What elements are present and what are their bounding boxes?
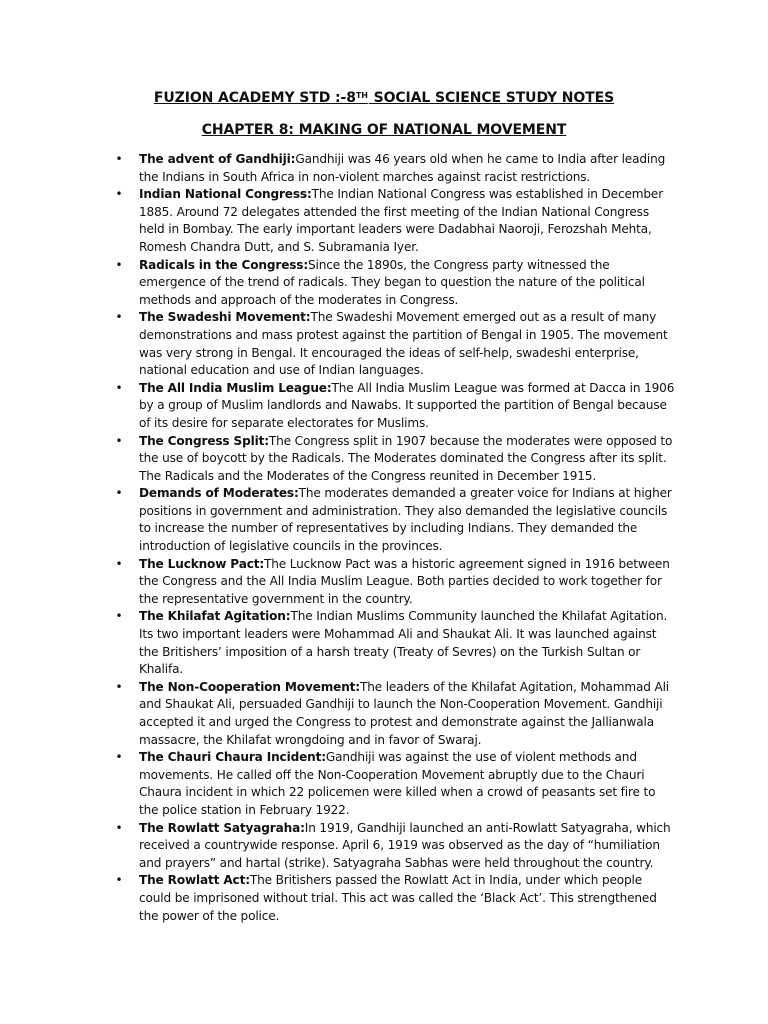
item-term: Indian National Congress:: [139, 187, 312, 202]
item-term: The advent of Gandhiji:: [139, 152, 296, 166]
item-text: The Congress split in 1907 because the moderates were opposed to the use of boycott by the Radicals. The Moderates dominated the Congress after its split. The Radicals and the Moderates of the Congress reunited in December 1915.: [139, 433, 673, 483]
list-item: [0, 257, 675, 310]
list-item: [0, 749, 675, 819]
list-item: [0, 151, 675, 186]
list-item: [0, 608, 675, 678]
item-text: The Lucknow Pact was a historic agreement signed in 1916 between the Congress and the All India Muslim League. Both parties decided to work together for the representative government in the country.: [139, 556, 670, 606]
list-item: [0, 433, 675, 486]
item-text: The All India Muslim League was formed at Dacca in 1906 by a group of Muslim landlords and Nawabs. It supported the partition of Bengal because of its desire for separate electorates for Muslims.: [139, 380, 675, 430]
item-text: The Britishers passed the Rowlatt Act in India, under which people could be imprisoned without trial. This act was called the ‘Black Act’. This strengthened the power of the police.: [139, 873, 657, 923]
item-term: The Swadeshi Movement:: [139, 310, 311, 325]
list-item: [0, 556, 675, 609]
item-text: The Indian Muslims Community launched the Khilafat Agitation. Its two important leaders were Mohammad Ali and Shaukat Ali. It was launched against the Britishers’ imposition of a harsh treaty (Treaty of Sevres) on the Turkish Sultan or Khalifa.: [139, 609, 668, 677]
document-title: [0, 89, 768, 107]
title-suffix: SOCIAL SCIENCE STUDY NOTES: [368, 90, 615, 106]
bullet-icon: •: [115, 310, 123, 325]
item-term: The Khilafat Agitation:: [139, 609, 291, 624]
bullet-icon: •: [115, 679, 123, 694]
bullet-icon: •: [115, 556, 123, 571]
title-superscript: TH: [355, 91, 368, 100]
list-item: [0, 820, 675, 873]
item-text: Since the 1890s, the Congress party witnessed the emergence of the trend of radicals. They began to question the nature of the political methods and approach of the moderates in Congress.: [139, 257, 645, 307]
item-term: The Lucknow Pact:: [139, 556, 265, 571]
item-term: The Rowlatt Satyagraha:: [139, 820, 305, 835]
item-text: The moderates demanded a greater voice for Indians at higher positions in government and administration. They also demanded the legislative councils to increase the number of representatives by including Indians. They demanded the introduction of legislative councils in the provinces.: [139, 486, 672, 554]
list-item: [0, 186, 675, 256]
bullet-icon: •: [115, 380, 123, 395]
item-text: The leaders of the Khilafat Agitation, Mohammad Ali and Shaukat Ali, persuaded Gandhiji to launch the Non-Cooperation Movement. Gandhiji accepted it and urged the Congress to protest and demonstrate against the Jallianwala massacre, the Khilafat wrongdoing and in favor of Swaraj.: [139, 679, 670, 747]
item-term: The Chauri Chaura Incident:: [139, 750, 326, 765]
bullet-icon: •: [115, 873, 123, 888]
list-item: [0, 309, 675, 379]
bullet-icon: •: [115, 152, 123, 166]
bullet-icon: •: [115, 486, 123, 501]
item-text: In 1919, Gandhiji launched an anti-Rowlatt Satyagraha, which received a countrywide response. April 6, 1919 was observed as the day of “humiliation and prayers” and hartal (strike). Satyagraha Sabhas were held throughout the country.: [139, 820, 671, 870]
item-term: The All India Muslim League:: [139, 380, 332, 395]
item-term: Radicals in the Congress:: [139, 257, 309, 272]
item-term: The Congress Split:: [139, 433, 269, 448]
bullet-icon: •: [115, 257, 123, 272]
title-prefix: FUZION ACADEMY STD :-8: [153, 90, 356, 106]
item-term: The Rowlatt Act:: [139, 873, 250, 888]
list-item: [0, 485, 675, 555]
item-text: The Swadeshi Movement emerged out as a result of many demonstrations and mass protest against the partition of Bengal in 1905. The movement was very strong in Bengal. It encouraged the ideas of self-help, swadeshi enterprise, national education and use of Indian languages.: [139, 310, 668, 378]
chapter-title: CHAPTER 8: MAKING OF NATIONAL MOVEMENT: [201, 122, 567, 138]
bullet-icon: •: [115, 820, 123, 835]
item-text: Gandhiji was 46 years old when he came to India after leading the Indians in South Africa in non-violent marches against racist restrictions.: [139, 152, 666, 184]
bullet-icon: •: [115, 433, 123, 448]
notes-list: [0, 151, 768, 925]
item-text: The Indian National Congress was established in December 1885. Around 72 delegates attended the first meeting of the Indian National Congress held in Bombay. The early important leaders were Dadabhai Naoroji, Ferozshah Mehta, Romesh Chandra Dutt, and S. Subramania Iyer.: [139, 187, 664, 254]
list-item: [0, 872, 675, 925]
item-term: The Non-Cooperation Movement:: [139, 679, 360, 694]
item-term: Demands of Moderates:: [139, 486, 299, 501]
list-item: [0, 679, 675, 749]
list-item: [0, 380, 675, 433]
bullet-icon: •: [115, 750, 123, 765]
bullet-icon: •: [115, 187, 123, 202]
bullet-icon: •: [115, 609, 123, 624]
item-text: Gandhiji was against the use of violent methods and movements. He called off the Non-Cooperation Movement abruptly due to the Chauri Chaura incident in which 22 policemen were killed when a crowd of peasants set fire to the police station in February 1922.: [139, 750, 656, 817]
